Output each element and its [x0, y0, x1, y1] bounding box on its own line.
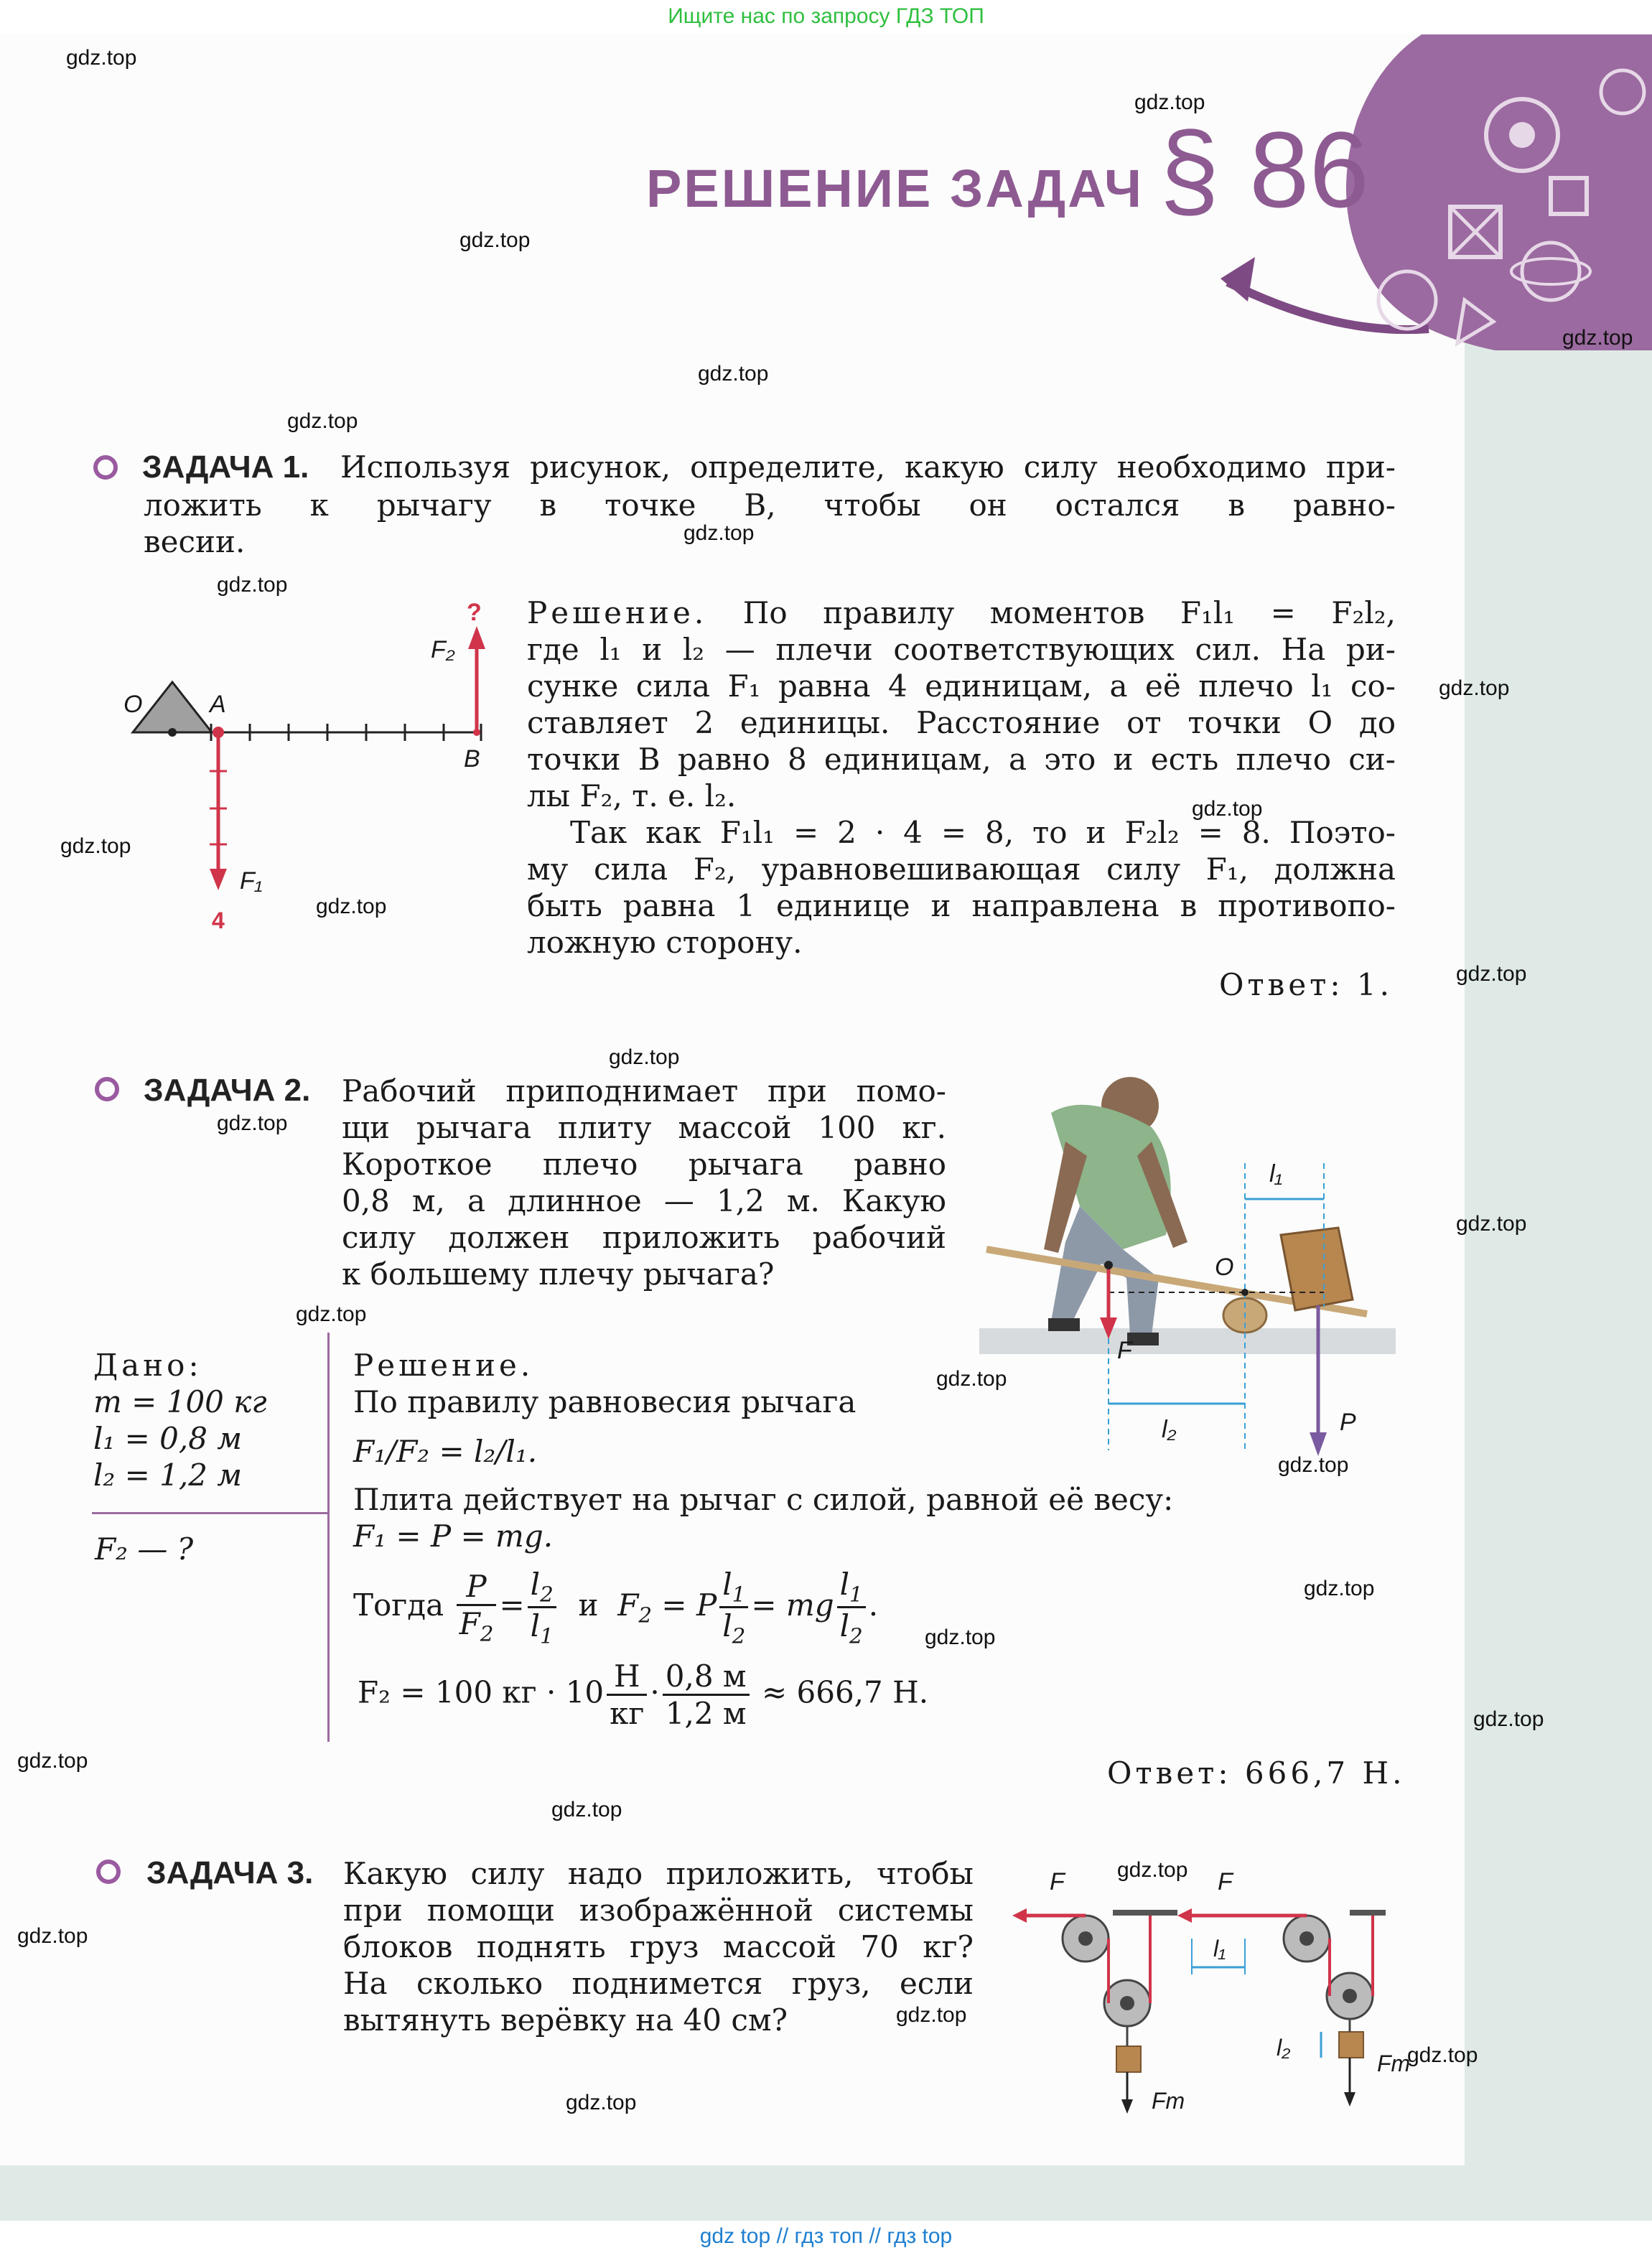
label-f2: F₂ — [431, 636, 455, 663]
given-block — [93, 1347, 323, 1493]
unit-kg: кг — [610, 1696, 645, 1731]
watermark: gdz.top — [551, 1798, 622, 1821]
solution-line: сунке сила F₁ равна 4 единицам, а её плечо l₁ со- — [527, 668, 1396, 704]
unknown-mark: ? — [467, 599, 482, 626]
given-title: Дано: — [93, 1348, 202, 1383]
task3-question-line: Какую силу надо приложить, чтобы — [343, 1856, 974, 1891]
watermark: gdz.top — [459, 228, 531, 252]
section-title: РЕШЕНИЕ ЗАДАЧ — [646, 159, 1144, 218]
task3-question-line: вытянуть верёвку на 40 см? — [343, 2002, 788, 2038]
solution-line: где l₁ и l₂ — плечи соответствующих сил. На ри- — [527, 632, 1396, 667]
task1-answer: Ответ: 1. — [1219, 967, 1393, 1002]
label-l1: l₁ — [1213, 1936, 1226, 1962]
watermark: gdz.top — [925, 1625, 996, 1649]
solution-line: По правилу моментов F₁l₁ = F₂l₂, — [742, 595, 1396, 630]
task2-question-line: к большему плечу рычага? — [342, 1256, 775, 1292]
watermark: gdz.top — [17, 1749, 88, 1773]
watermark: gdz.top — [609, 1045, 680, 1069]
task2-question-line: силу должен приложить рабочий — [342, 1220, 946, 1255]
label-f-left: F — [1050, 1868, 1065, 1895]
solution-line: точки B равно 8 единицам, а это и есть плечо си- — [527, 742, 1396, 777]
task2-question-line: щи рычага плиту массой 100 кг. — [342, 1110, 946, 1145]
watermark: gdz.top — [66, 46, 137, 70]
watermark: gdz.top — [1456, 962, 1527, 986]
task-marker-icon — [95, 1077, 119, 1101]
task2-answer: Ответ: 666,7 Н. — [1107, 1755, 1406, 1791]
task1-question-line: Используя рисунок, определите, какую силу необходимо при- — [340, 449, 1396, 485]
label-o: O — [1215, 1254, 1234, 1281]
task-marker-icon — [93, 455, 118, 480]
watermark: gdz.top — [287, 409, 358, 433]
site-banner[interactable]: Ищите нас по запросу ГДЗ ТОП — [668, 4, 984, 28]
solution-line: F₁/F₂ = l₂/l₁. — [353, 1434, 538, 1469]
solution-line: Плита действует на рычаг с силой, равной её весу: — [353, 1482, 1174, 1517]
solution-line: ложную сторону. — [527, 925, 803, 960]
label-b: B — [464, 745, 480, 773]
solution-line: По правилу равновесия рычага — [353, 1384, 857, 1419]
task2-question-line: Короткое плечо рычага равно — [342, 1147, 946, 1182]
task2-label: ЗАДАЧА 2. — [144, 1073, 311, 1108]
label-f1: F₁ — [240, 867, 263, 895]
task-marker-icon — [96, 1860, 121, 1884]
task1-question-line: ложить к рычагу в точке B, чтобы он остался в равно- — [144, 488, 1396, 523]
task1-question — [340, 449, 1396, 485]
watermark: gdz.top — [683, 521, 755, 545]
watermark: gdz.top — [217, 573, 288, 597]
task2-question-line: Рабочий приподнимает при помо- — [342, 1073, 946, 1109]
watermark: gdz.top — [1278, 1453, 1349, 1477]
label-f-right: F — [1218, 1868, 1233, 1895]
solution-line: му сила F₂, уравновешивающая силу F₁, должна — [527, 852, 1396, 887]
task1-label: ЗАДАЧА 1. — [142, 449, 309, 485]
formula-then-row: Тогда $\frac{P}{F_2}$ = $\frac{l_2}{l_1}$ и $F_2 = P$ $\frac{l_1}{l_2}$ = mg $\frac{l_1}{l_2}$ . — [353, 1567, 879, 1648]
given-vertical-divider — [327, 1333, 330, 1742]
watermark: gdz.top — [316, 895, 387, 918]
task3-label: ЗАДАЧА 3. — [146, 1855, 314, 1890]
watermark: gdz.top — [566, 2091, 637, 2114]
calc-result: ≈ 666,7 Н. — [761, 1674, 929, 1710]
pulley-system-figure — [1005, 1867, 1422, 2140]
task3-question-line: при помощи изображённой системы — [343, 1893, 974, 1928]
side-band — [1465, 34, 1652, 2221]
watermark: gdz.top — [698, 362, 769, 386]
and-word: и — [578, 1587, 599, 1623]
given-line: l₁ = 0,8 м — [93, 1421, 243, 1456]
watermark: gdz.top — [1134, 90, 1205, 114]
task2-question-line: 0,8 м, а длинное — 1,2 м. Какую — [342, 1183, 946, 1218]
watermark: gdz.top — [1117, 1858, 1188, 1882]
solution-line: быть равна 1 единице и направлена в противопо- — [527, 888, 1396, 923]
watermark: gdz.top — [1192, 797, 1263, 821]
watermark: gdz.top — [1304, 1577, 1375, 1600]
watermark: gdz.top — [1439, 676, 1510, 700]
num-08: 0,8 м — [663, 1659, 750, 1696]
task2-solution — [353, 1347, 1287, 1554]
solution-line: ставляет 2 единицы. Расстояние от точки O до — [527, 705, 1396, 740]
formula-calc-row: F₂ = 100 кг · 10 $\frac{Н}{кг}$ · $\frac{0,8 м}{1,2 м}$ ≈ 666,7 Н. — [358, 1659, 929, 1731]
label-o: O — [123, 691, 143, 718]
watermark: gdz.top — [1456, 1212, 1527, 1236]
watermark: gdz.top — [60, 834, 131, 858]
footer-banner[interactable]: gdz top // гдз топ // гдз top — [699, 2224, 953, 2248]
task1-solution — [527, 594, 1396, 961]
calc-prefix: F₂ = 100 кг · 10 — [358, 1674, 605, 1710]
label-p: P — [1340, 1409, 1356, 1436]
given-line: l₂ = 1,2 м — [93, 1457, 243, 1493]
task3-question — [343, 1855, 974, 2038]
watermark: gdz.top — [296, 1302, 367, 1326]
watermark: gdz.top — [1407, 2043, 1478, 2067]
label-ft-left: Fт — [1152, 2088, 1185, 2114]
label-f: F — [1117, 1337, 1132, 1364]
label-l1: l₁ — [1269, 1160, 1283, 1188]
given-divider — [92, 1512, 329, 1514]
label-ft-right: Fт — [1377, 2051, 1411, 2076]
load-icon — [1339, 2032, 1363, 2058]
bottom-band — [0, 2165, 1652, 2221]
solution-line: лы F₂, т. е. l₂. — [527, 778, 737, 813]
given-line: m = 100 кг — [93, 1384, 267, 1419]
solution-word: Решение. — [527, 595, 708, 630]
watermark: gdz.top — [217, 1111, 288, 1135]
task3-question-line: На сколько поднимется груз, если — [343, 1966, 974, 2001]
find-line: F₂ — ? — [95, 1531, 194, 1567]
then-word: Тогда — [353, 1587, 444, 1623]
fulcrum-icon — [133, 682, 212, 732]
watermark: gdz.top — [1473, 1707, 1544, 1731]
load-icon — [1116, 2046, 1141, 2072]
num-12: 1,2 м — [665, 1696, 747, 1731]
watermark: gdz.top — [17, 1924, 88, 1948]
paragraph-number: § 86 — [1159, 109, 1369, 230]
solution-line: Так как F₁l₁ = 2 · 4 = 8, то и F₂l₂ = 8. Поэто- — [570, 815, 1396, 850]
unit-n: Н — [607, 1659, 647, 1696]
solution-word: Решение. — [353, 1348, 534, 1383]
task3-question-line: блоков поднять груз массой 70 кг? — [343, 1929, 974, 1964]
label-four: 4 — [212, 908, 225, 933]
label-l2: l₂ — [1277, 2035, 1291, 2061]
watermark: gdz.top — [936, 1367, 1007, 1391]
watermark: gdz.top — [1562, 326, 1633, 350]
solution-line: F₁ = P = mg. — [353, 1519, 554, 1554]
task1-question-line: весии. — [144, 524, 246, 559]
task2-question — [342, 1073, 946, 1292]
label-l2: l₂ — [1162, 1416, 1177, 1443]
task1-question-cont — [144, 487, 1396, 560]
watermark: gdz.top — [896, 2003, 967, 2027]
label-a: A — [210, 691, 226, 718]
